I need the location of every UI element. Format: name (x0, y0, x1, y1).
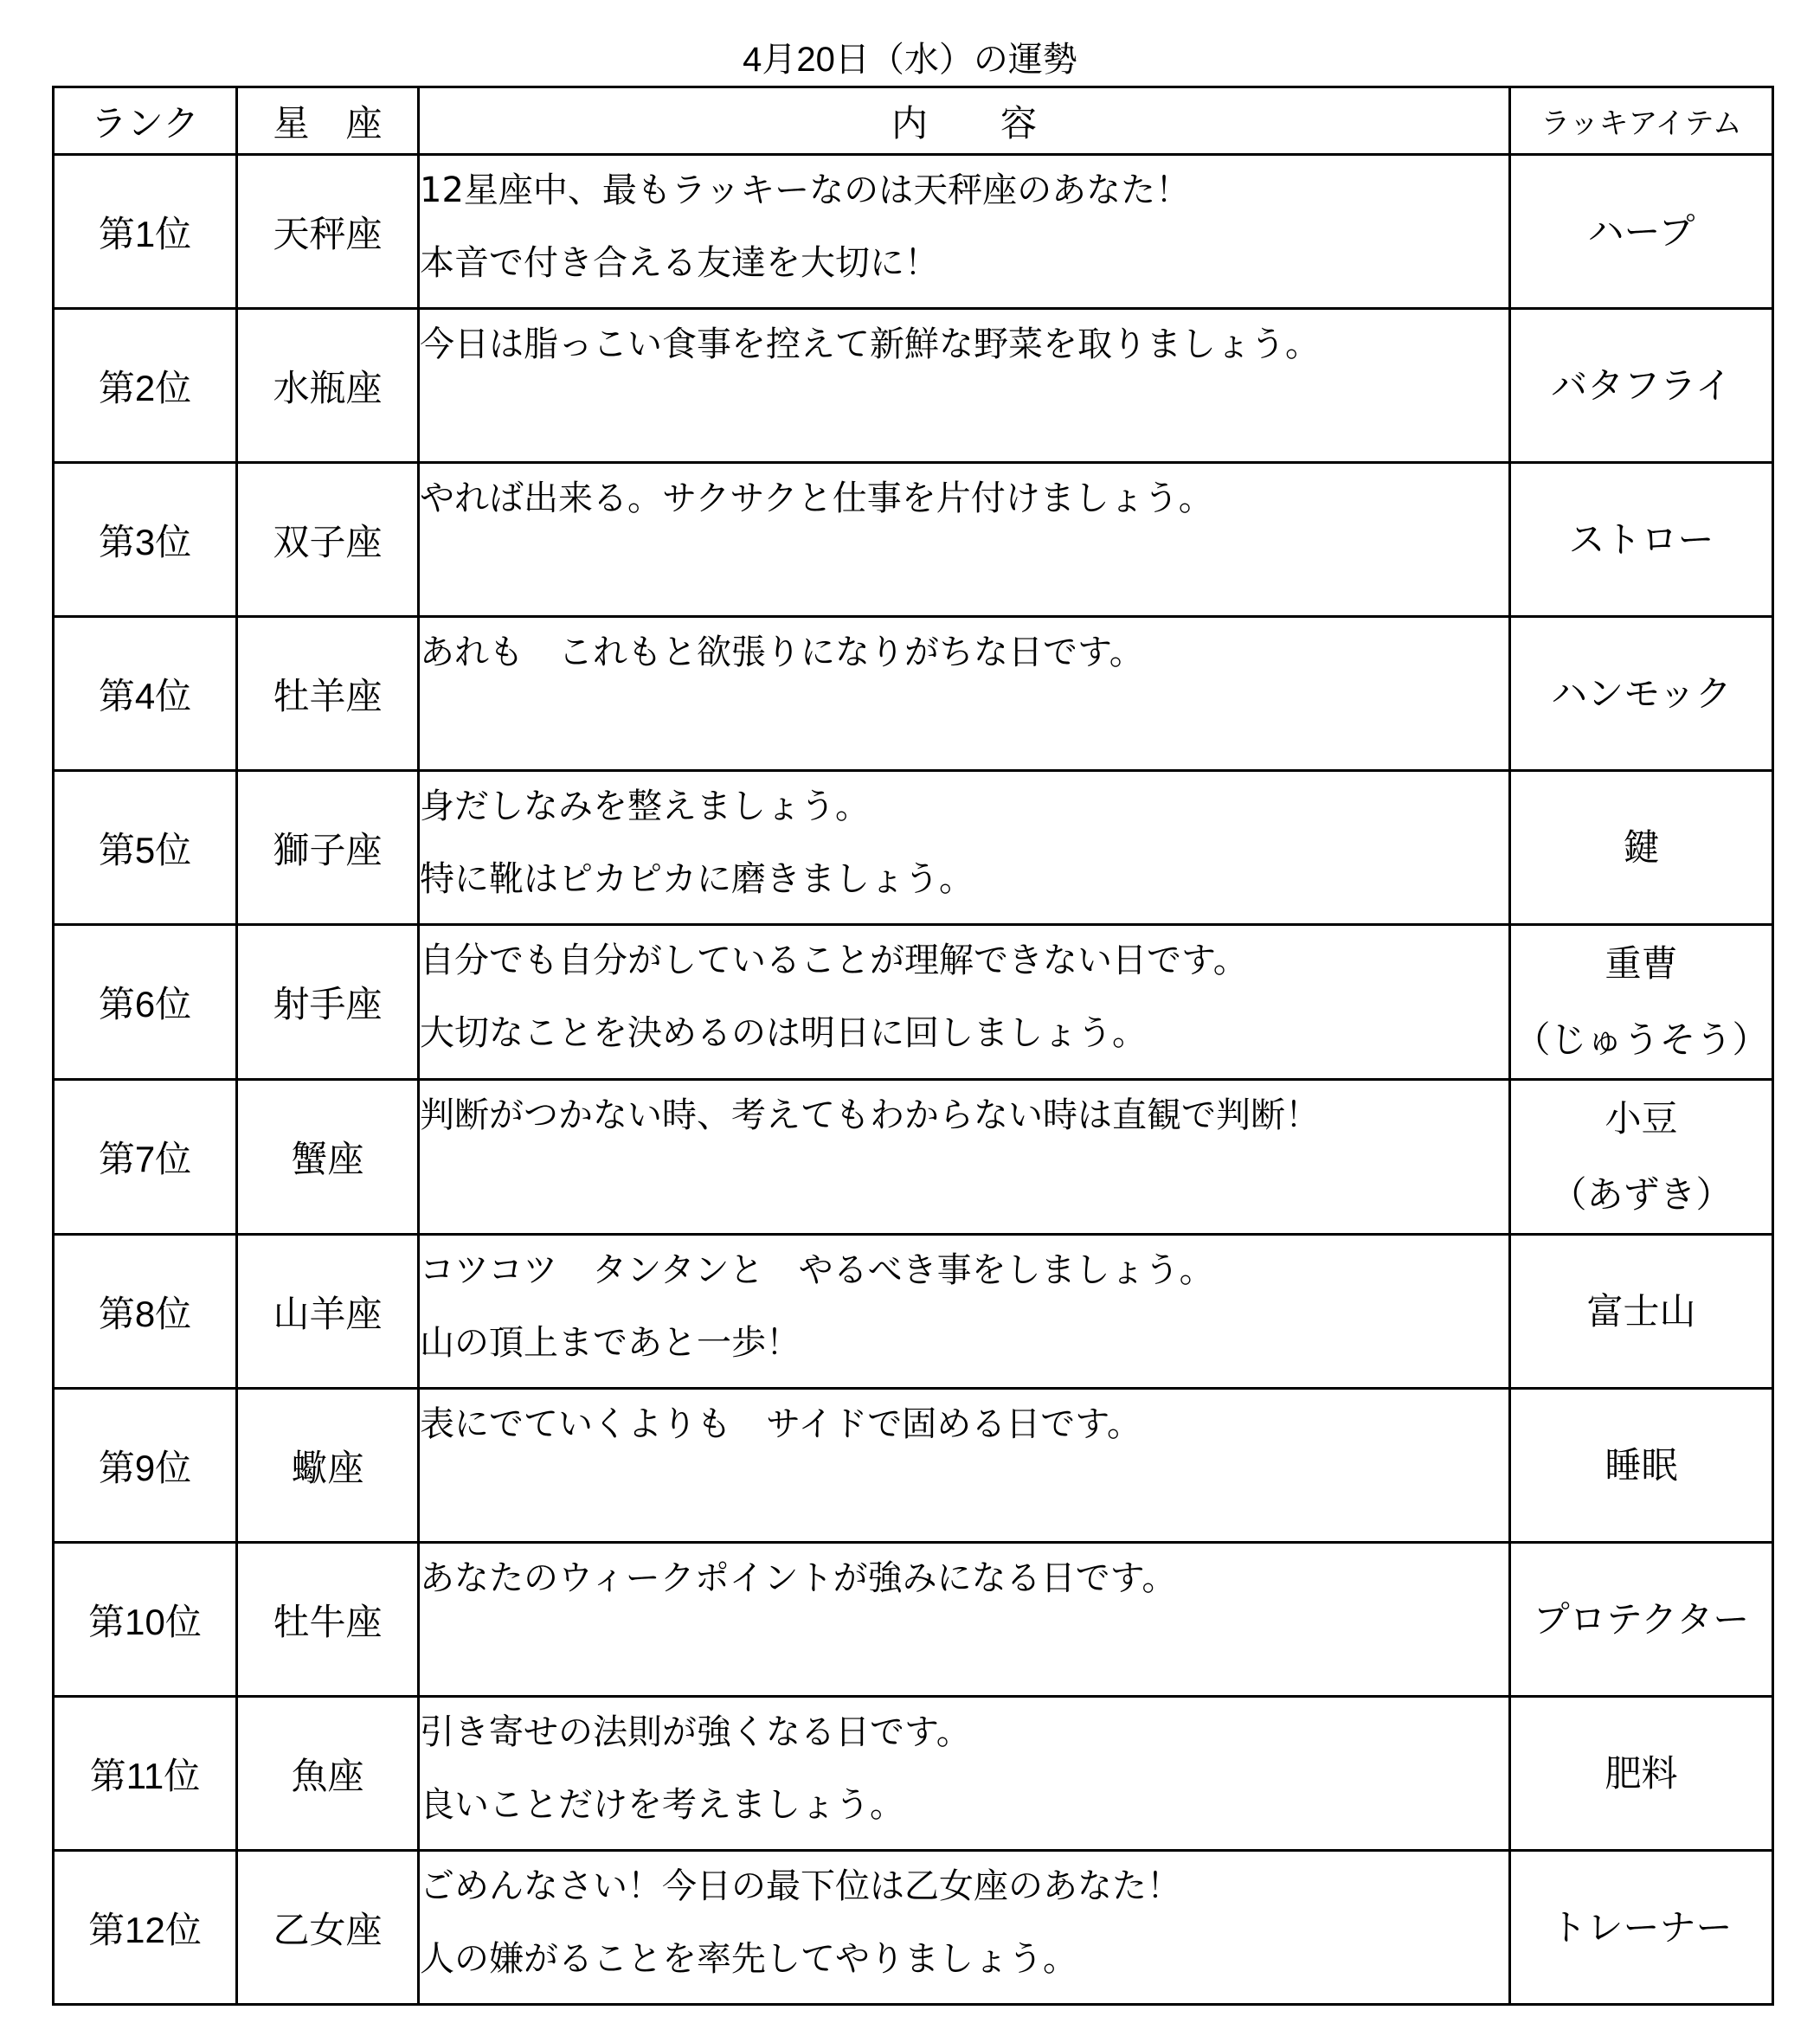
fortune-content-line: 自分でも自分がしていることが理解できない日です。 (420, 941, 1248, 980)
lucky-item-cell (1510, 771, 1773, 925)
table-row (54, 1389, 1773, 1543)
lucky-item-line: 鍵 (1623, 825, 1660, 869)
fortune-content-line: 特に靴はピカピカに磨きましょう。 (420, 859, 974, 899)
lucky-item-line: 重曹 (1605, 942, 1678, 985)
zodiac-sign-cell: 獅子座 (237, 771, 419, 925)
fortune-content-line: あれも これもと欲張りになりがちな日です。 (420, 633, 1144, 672)
fortune-content-line: やれば出来る。サクサクと仕事を片付けましょう。 (420, 478, 1213, 518)
lucky-item-cell (1510, 1080, 1773, 1235)
lucky-item-cell (1510, 463, 1773, 617)
zodiac-sign-cell: 射手座 (237, 925, 419, 1080)
lucky-item-cell (1510, 1697, 1773, 1851)
zodiac-sign-cell: 乙女座 (237, 1851, 419, 2005)
fortune-content-cell (419, 1697, 1510, 1851)
lucky-item-line: トレーナー (1550, 1905, 1733, 1949)
lucky-item-line: 睡眠 (1605, 1443, 1678, 1487)
rank-cell: 第7位 (54, 1080, 237, 1235)
fortune-content-line: 判断がつかない時、考えてもわからない時は直観で判断！ (420, 1095, 1320, 1135)
rank-cell: 第3位 (54, 463, 237, 617)
zodiac-sign-cell: 山羊座 (237, 1235, 419, 1389)
table-row (54, 617, 1773, 771)
lucky-item-cell (1510, 925, 1773, 1080)
header-row (54, 87, 1773, 155)
rank-cell: 第4位 (54, 617, 237, 771)
rank-cell: 第6位 (54, 925, 237, 1080)
rank-cell: 第9位 (54, 1389, 237, 1543)
table-row (54, 925, 1773, 1080)
rank-cell: 第11位 (54, 1697, 237, 1851)
lucky-item-cell (1510, 617, 1773, 771)
lucky-item-cell (1510, 1543, 1773, 1697)
fortune-content-line: コツコツ タンタンと やるべき事をしましょう。 (420, 1250, 1214, 1290)
fortune-content-cell (419, 155, 1510, 309)
zodiac-sign-cell: 蟹座 (237, 1080, 419, 1235)
fortune-content-cell (419, 1080, 1510, 1235)
fortune-content-cell (419, 1389, 1510, 1543)
lucky-item-line: （じゅうそう） (1514, 1018, 1769, 1061)
fortune-content-line: 大切なことを決めるのは明日に回しましょう。 (420, 1013, 1147, 1053)
fortune-content-line: 良いことだけを考えましょう。 (420, 1785, 904, 1825)
lucky-item-cell (1510, 1851, 1773, 2005)
table-row (54, 155, 1773, 309)
fortune-content-line: 身だしなみを整えましょう。 (420, 787, 870, 826)
fortune-content-cell (419, 617, 1510, 771)
fortune-content-line: 引き寄せの法則が強くなる日です。 (420, 1712, 971, 1752)
rank-cell: 第2位 (54, 309, 237, 463)
table-row (54, 771, 1773, 925)
rank-cell: 第12位 (54, 1851, 237, 2005)
fortune-content-line: 本音で付き合える友達を大切に！ (420, 243, 939, 283)
table-row (54, 1080, 1773, 1235)
fortune-content-line: 表にでていくよりも サイドで固める日です。 (420, 1404, 1142, 1444)
lucky-item-line: 肥料 (1605, 1751, 1678, 1795)
rank-cell: 第1位 (54, 155, 237, 309)
fortune-content-line: ごめんなさい！今日の最下位は乙女座のあなた！ (420, 1866, 1181, 1906)
table-row (54, 463, 1773, 617)
table-row (54, 1543, 1773, 1697)
header-content: 内 容 (419, 87, 1510, 155)
lucky-item-cell (1510, 309, 1773, 463)
fortune-content-cell (419, 1851, 1510, 2005)
table-row (54, 1235, 1773, 1389)
zodiac-sign-cell: 水瓶座 (237, 309, 419, 463)
zodiac-sign-cell: 牡牛座 (237, 1543, 419, 1697)
lucky-item-cell (1510, 155, 1773, 309)
fortune-content-cell (419, 463, 1510, 617)
fortune-content-cell (419, 771, 1510, 925)
fortune-content-line: 山の頂上まであと一歩！ (420, 1323, 801, 1363)
lucky-item-line: ストロー (1568, 517, 1714, 561)
zodiac-sign-cell: 天秤座 (237, 155, 419, 309)
zodiac-sign-cell: 魚座 (237, 1697, 419, 1851)
header-sign: 星 座 (237, 87, 419, 155)
table-header (54, 87, 1773, 155)
zodiac-sign-cell: 双子座 (237, 463, 419, 617)
lucky-item-line: ハンモック (1551, 671, 1732, 715)
fortune-content-line: あなたのウィークポイントが強みになる日です。 (420, 1558, 1177, 1598)
lucky-item-cell (1510, 1235, 1773, 1389)
page-title: 4月20日（水）の運勢 (743, 40, 1077, 79)
fortune-content-line: 12星座中、最もラッキーなのは天秤座のあなた！ (420, 170, 1191, 210)
table-row (54, 1851, 1773, 2005)
header-rank: ランク (54, 87, 237, 155)
lucky-item-line: 富士山 (1586, 1289, 1696, 1333)
lucky-item-line: （あずき） (1550, 1173, 1733, 1216)
fortune-content-cell (419, 925, 1510, 1080)
rank-cell: 第5位 (54, 771, 237, 925)
header-lucky-item: ラッキアイテム (1510, 87, 1773, 155)
lucky-item-line: 小豆 (1605, 1097, 1678, 1140)
table-body (54, 155, 1773, 2005)
zodiac-sign-cell: 牡羊座 (237, 617, 419, 771)
zodiac-sign-cell: 蠍座 (237, 1389, 419, 1543)
rank-cell: 第8位 (54, 1235, 237, 1389)
lucky-item-cell (1510, 1389, 1773, 1543)
fortune-content-line: 人の嫌がることを率先してやりましょう。 (420, 1939, 1077, 1979)
fortune-content-line: 今日は脂っこい食事を控えて新鮮な野菜を取りましょう。 (420, 324, 1320, 364)
fortune-content-cell (419, 1235, 1510, 1389)
table-row (54, 1697, 1773, 1851)
fortune-content-cell (419, 1543, 1510, 1697)
lucky-item-line: プロテクター (1533, 1597, 1750, 1641)
table-row (54, 309, 1773, 463)
lucky-item-line: バタフライ (1551, 363, 1732, 407)
fortune-content-cell (419, 309, 1510, 463)
fortune-table (52, 86, 1774, 2006)
lucky-item-line: ハープ (1587, 209, 1695, 253)
rank-cell: 第10位 (54, 1543, 237, 1697)
